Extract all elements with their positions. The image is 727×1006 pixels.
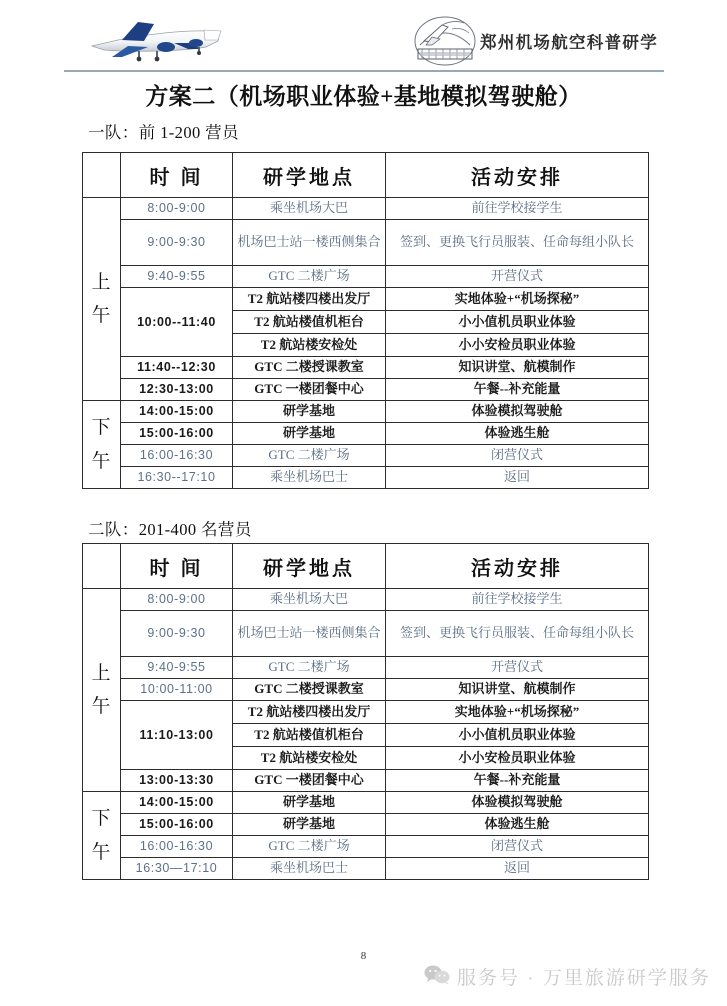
cell-time: 14:00-15:00 <box>121 401 233 423</box>
column-header-place: 研学地点 <box>233 153 386 198</box>
cell-activity: 实地体验+“机场探秘” <box>386 701 649 724</box>
watermark <box>424 963 711 990</box>
cell-place: 乘坐机场巴士 <box>233 858 386 880</box>
cell-activity: 开营仪式 <box>386 657 649 679</box>
table-row <box>83 379 649 401</box>
table-row <box>83 679 649 701</box>
daypart-label: 下 午 <box>83 792 121 880</box>
cell-place: T2 航站楼值机柜台 <box>233 724 386 747</box>
logo-text: 郑州机场航空科普研学 <box>480 33 658 52</box>
cell-place: GTC 二楼授课教室 <box>233 679 386 701</box>
daypart-label: 上 午 <box>83 198 121 401</box>
airport-terminal-sketch-logo <box>412 15 478 67</box>
table-row <box>83 266 649 288</box>
cell-time: 11:40--12:30 <box>121 357 233 379</box>
table-row <box>83 836 649 858</box>
table-row <box>83 220 649 266</box>
table-row <box>83 770 649 792</box>
cell-time: 15:00-16:00 <box>121 814 233 836</box>
table-header-row <box>83 153 649 198</box>
daypart-label: 下 午 <box>83 401 121 489</box>
cell-place: GTC 二楼广场 <box>233 266 386 288</box>
schedule-table-team-2 <box>82 543 649 880</box>
cell-time: 8:00-9:00 <box>121 198 233 220</box>
column-header-time: 时 间 <box>121 153 233 198</box>
cell-place: 机场巴士站一楼西侧集合 <box>233 220 386 266</box>
cell-activity: 实地体验+“机场探秘” <box>386 288 649 311</box>
table-row <box>83 589 649 611</box>
cell-time: 16:00-16:30 <box>121 445 233 467</box>
airplane-photo <box>78 16 238 66</box>
cell-time: 9:40-9:55 <box>121 266 233 288</box>
cell-activity: 开营仪式 <box>386 266 649 288</box>
cell-activity: 前往学校接学生 <box>386 589 649 611</box>
page-title: 方案二（机场职业体验+基地模拟驾驶舱） <box>145 84 582 109</box>
cell-activity: 返回 <box>386 858 649 880</box>
table-header-row <box>83 544 649 589</box>
table-row <box>83 611 649 657</box>
column-header-activity: 活动安排 <box>386 544 649 589</box>
cell-time: 9:00-9:30 <box>121 611 233 657</box>
cell-time: 12:30-13:00 <box>121 379 233 401</box>
cell-time: 14:00-15:00 <box>121 792 233 814</box>
cell-activity: 前往学校接学生 <box>386 198 649 220</box>
cell-activity: 午餐--补充能量 <box>386 770 649 792</box>
cell-place: GTC 二楼授课教室 <box>233 357 386 379</box>
cell-time: 16:00-16:30 <box>121 836 233 858</box>
cell-place: 机场巴士站一楼西侧集合 <box>233 611 386 657</box>
cell-place: 研学基地 <box>233 792 386 814</box>
cell-activity: 体验模拟驾驶舱 <box>386 792 649 814</box>
table-row <box>83 198 649 220</box>
cell-activity: 闭营仪式 <box>386 836 649 858</box>
page-header <box>0 0 727 70</box>
table-row <box>83 814 649 836</box>
organization-logo <box>412 14 662 68</box>
table-row <box>83 288 649 311</box>
cell-time: 10:00--11:40 <box>121 288 233 357</box>
cell-activity: 体验逃生舱 <box>386 423 649 445</box>
cell-activity: 体验逃生舱 <box>386 814 649 836</box>
cell-place: T2 航站楼四楼出发厅 <box>233 288 386 311</box>
cell-activity: 小小值机员职业体验 <box>386 311 649 334</box>
cell-activity: 知识讲堂、航模制作 <box>386 357 649 379</box>
cell-time: 16:30—17:10 <box>121 858 233 880</box>
cell-time: 8:00-9:00 <box>121 589 233 611</box>
cell-place: GTC 二楼广场 <box>233 657 386 679</box>
table-row <box>83 792 649 814</box>
cell-place: T2 航站楼四楼出发厅 <box>233 701 386 724</box>
page-number: 8 <box>360 950 367 962</box>
column-header-daypart <box>83 153 121 198</box>
cell-place: 乘坐机场大巴 <box>233 589 386 611</box>
cell-place: GTC 一楼团餐中心 <box>233 770 386 792</box>
cell-time: 13:00-13:30 <box>121 770 233 792</box>
table-row <box>83 423 649 445</box>
cell-place: GTC 一楼团餐中心 <box>233 379 386 401</box>
table-row <box>83 657 649 679</box>
cell-place: 研学基地 <box>233 423 386 445</box>
cell-place: 研学基地 <box>233 401 386 423</box>
cell-activity: 返回 <box>386 467 649 489</box>
cell-activity: 签到、更换飞行员服装、任命每组小队长 <box>386 220 649 266</box>
cell-time: 10:00-11:00 <box>121 679 233 701</box>
watermark-text: 服务号 · 万里旅游研学服务 <box>457 968 711 989</box>
column-header-place: 研学地点 <box>233 544 386 589</box>
cell-activity: 知识讲堂、航模制作 <box>386 679 649 701</box>
table-row <box>83 467 649 489</box>
cell-time: 9:40-9:55 <box>121 657 233 679</box>
cell-activity: 午餐--补充能量 <box>386 379 649 401</box>
cell-place: 研学基地 <box>233 814 386 836</box>
cell-time: 11:10-13:00 <box>121 701 233 770</box>
cell-activity: 体验模拟驾驶舱 <box>386 401 649 423</box>
header-divider <box>64 70 664 72</box>
cell-activity: 小小安检员职业体验 <box>386 334 649 357</box>
cell-place: 乘坐机场巴士 <box>233 467 386 489</box>
schedule-table-team-1 <box>82 152 649 489</box>
cell-activity: 签到、更换飞行员服装、任命每组小队长 <box>386 611 649 657</box>
daypart-label: 上 午 <box>83 589 121 792</box>
table-row <box>83 357 649 379</box>
cell-time: 15:00-16:00 <box>121 423 233 445</box>
cell-place: 乘坐机场大巴 <box>233 198 386 220</box>
cell-time: 16:30--17:10 <box>121 467 233 489</box>
section-1-caption: 一队：前 1-200 营员 <box>88 123 239 142</box>
cell-place: T2 航站楼安检处 <box>233 747 386 770</box>
table-row <box>83 445 649 467</box>
column-header-time: 时 间 <box>121 544 233 589</box>
section-2-caption: 二队：201-400 名营员 <box>88 520 252 539</box>
column-header-activity: 活动安排 <box>386 153 649 198</box>
cell-activity: 小小安检员职业体验 <box>386 747 649 770</box>
table-row <box>83 401 649 423</box>
table-row <box>83 701 649 724</box>
table-row <box>83 858 649 880</box>
cell-place: GTC 二楼广场 <box>233 445 386 467</box>
cell-activity: 小小值机员职业体验 <box>386 724 649 747</box>
cell-activity: 闭营仪式 <box>386 445 649 467</box>
wechat-icon <box>424 964 450 989</box>
cell-place: T2 航站楼安检处 <box>233 334 386 357</box>
column-header-daypart <box>83 544 121 589</box>
cell-time: 9:00-9:30 <box>121 220 233 266</box>
cell-place: GTC 二楼广场 <box>233 836 386 858</box>
cell-place: T2 航站楼值机柜台 <box>233 311 386 334</box>
